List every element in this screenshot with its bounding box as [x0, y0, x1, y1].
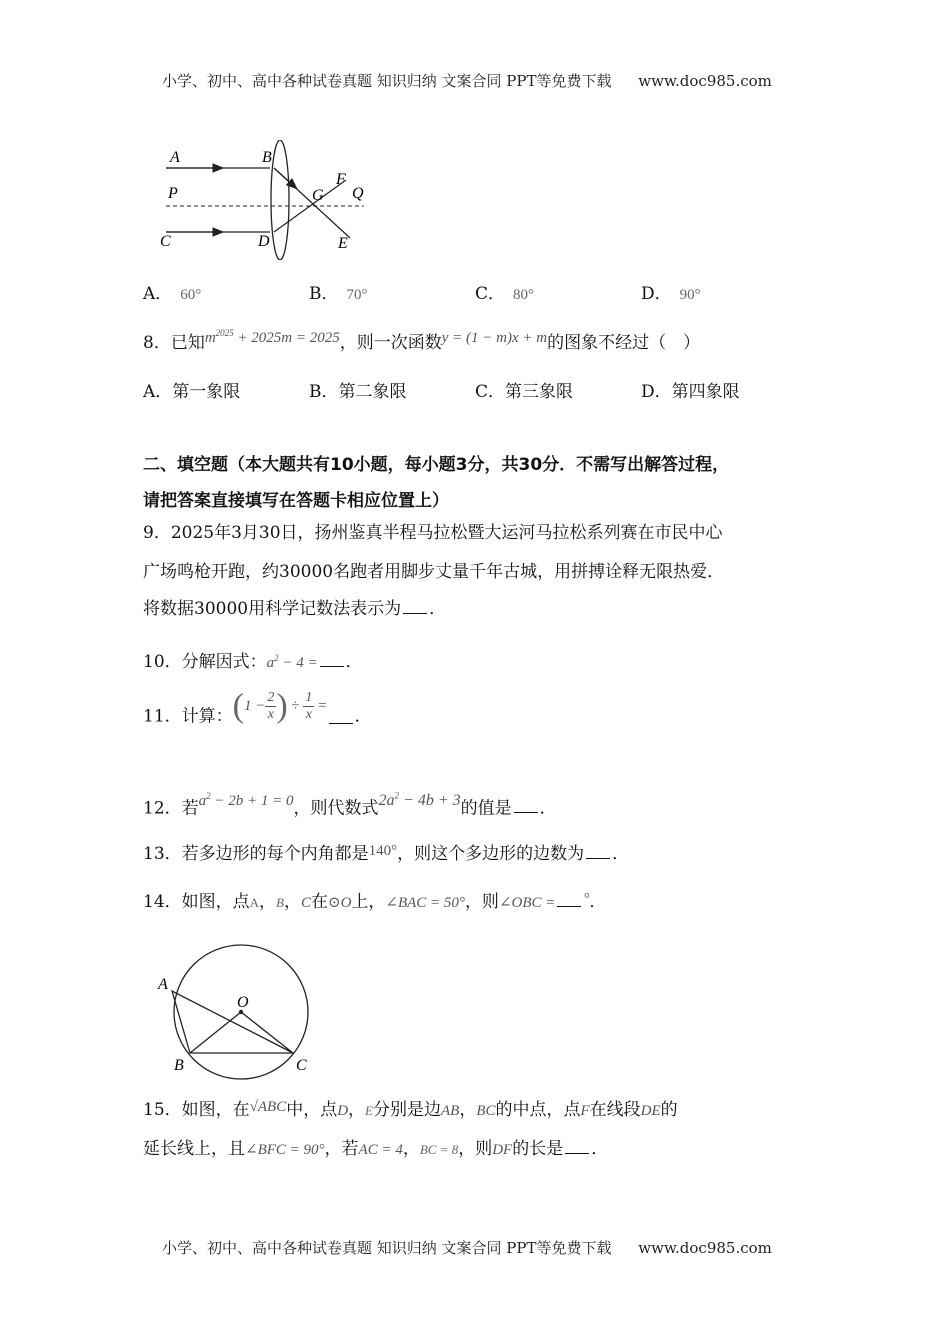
- fig7-label-A: A: [170, 149, 180, 166]
- section2-title-line1: 二、填空题（本大题共有10小题，每小题3分，共30分．不需写出解答过程，: [143, 455, 730, 475]
- fig7-label-E: E: [338, 235, 348, 252]
- fig7-label-B: B: [262, 149, 272, 166]
- q7-option-b: B． 70°: [309, 284, 368, 304]
- fig14-label-C: C: [296, 1057, 307, 1074]
- q7-option-d: D． 90°: [641, 284, 701, 304]
- page-footer: [162, 1237, 772, 1258]
- q9-line3: 将数据30000用科学记数法表示为 ．: [143, 599, 447, 619]
- q10: 10．分解因式：$a^2 - 4$ = ．: [143, 652, 363, 672]
- q15-line1: 15．如图，在√ABC中，点D，E分别是边AB，BC的中点，点F在线段DE的: [143, 1099, 678, 1120]
- q8-stem: 8．已知$m^{2025} + 2025m = 2025$，则一次函数y = (1 − m)x + m的图象不经过（ ）: [143, 328, 701, 353]
- header-text: 小学、初中、高中各种试卷真题 知识归纳 文案合同 PPT等免费下载: [162, 72, 612, 90]
- section2-title-line2: 请把答案直接填写在答题卡相应位置上）: [143, 491, 449, 511]
- footer-url: www.doc985.com: [638, 1239, 772, 1257]
- q8-condition: $m^{2025} + 2025m = 2025$: [204, 328, 340, 346]
- q14-circle-figure: [150, 935, 330, 1080]
- fig7-label-D: D: [258, 233, 270, 250]
- q12-condition: $a^2 - 2b + 1 = 0$: [198, 791, 294, 810]
- q8-option-a: A．第一象限: [143, 382, 241, 402]
- q15-answer-blank: [565, 1139, 589, 1154]
- q10-answer-blank: [320, 652, 344, 667]
- q14: 14．如图，点A，B，C在⊙O上，∠BAC = 50°，则∠OBC = °．: [143, 891, 607, 912]
- q8-option-c: C．第三象限: [475, 382, 574, 402]
- q8-option-d: D．第四象限: [641, 382, 740, 402]
- q13-answer-blank: [586, 844, 610, 859]
- fig14-label-O: O: [237, 994, 249, 1011]
- q7-lens-figure: [150, 140, 390, 260]
- header-url: www.doc985.com: [638, 72, 772, 90]
- footer-text: 小学、初中、高中各种试卷真题 知识归纳 文案合同 PPT等免费下载: [162, 1239, 612, 1257]
- q9-line2: 广场鸣枪开跑，约30000名跑者用脚步丈量千年古城，用拼搏诠释无限热爱．: [143, 562, 725, 582]
- fig14-label-A: A: [158, 976, 168, 993]
- fig7-label-C: C: [160, 233, 171, 250]
- q9-answer-blank: [403, 599, 427, 614]
- q12-expression: $2a^2 - 4b + 3$: [378, 791, 461, 810]
- q14-answer-blank: [557, 892, 581, 907]
- q9-line1: 9．2025年3月30日，扬州鉴真半程马拉松暨大运河马拉松系列赛在市民中心: [143, 523, 723, 543]
- fig7-label-P: P: [168, 185, 178, 202]
- q12: 12．若$a^2 - 2b + 1 = 0$，则代数式$2a^2 - 4b + 3$的值是 ．: [143, 791, 557, 819]
- q8-option-b: B．第二象限: [309, 382, 407, 402]
- q8-function: y = (1 − m)x + m: [441, 330, 548, 346]
- q11: 11．计算：(1 − $\frac{2}{x}$ ) ÷ $\frac{1}{x}$ =．: [143, 687, 372, 727]
- q11-answer-blank: [329, 709, 353, 724]
- fig7-label-G: G: [312, 187, 324, 204]
- fig7-label-Q: Q: [352, 185, 364, 202]
- page-header: [162, 70, 772, 91]
- q7-option-a: A． 60°: [143, 284, 202, 304]
- fig7-label-F: F: [336, 171, 346, 188]
- q11-expr: (1 − $\frac{2}{x}$ ) ÷ $\frac{1}{x}$ =: [232, 687, 327, 725]
- q12-answer-blank: [514, 798, 538, 813]
- fig14-label-B: B: [174, 1057, 184, 1074]
- q15-line2: 延长线上，且∠BFC = 90°，若AC = 4，BC = 8，则DF的长是 ．: [143, 1139, 609, 1159]
- q7-option-c: C． 80°: [475, 284, 535, 304]
- q13: 13．若多边形的每个内角都是140°，则这个多边形的边数为 ．: [143, 843, 630, 864]
- q10-expr: $a^2 - 4$ =: [266, 653, 318, 671]
- q13-angle: 140°: [368, 843, 398, 859]
